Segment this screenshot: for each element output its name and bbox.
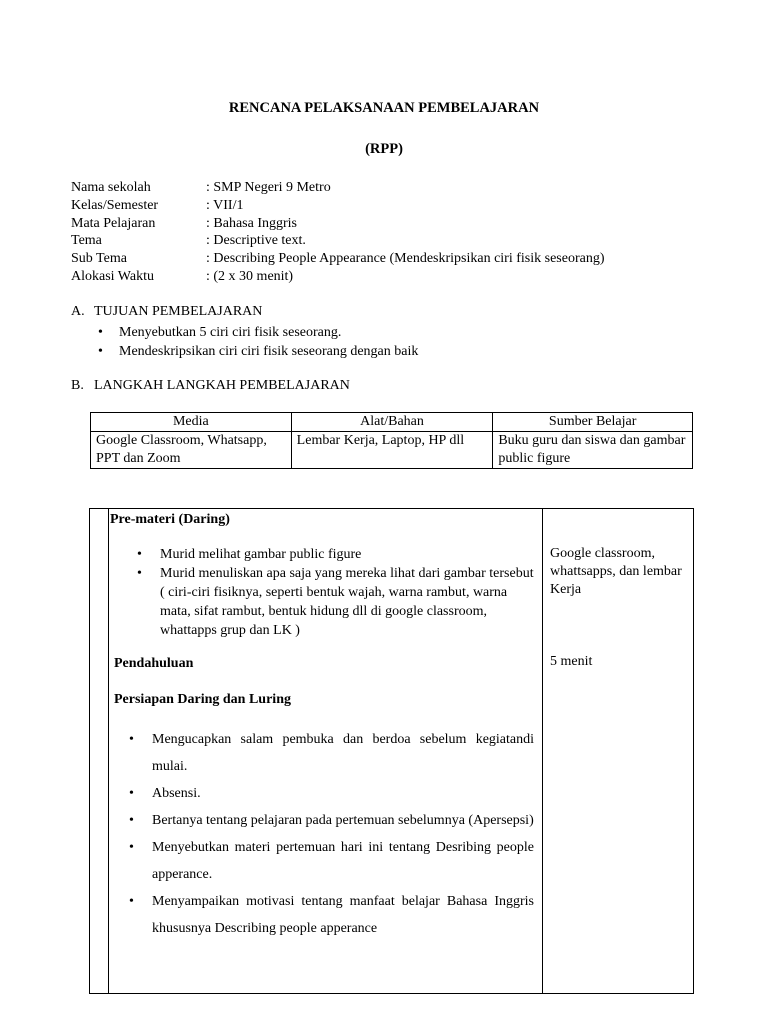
list-item: • Mendeskripsikan ciri ciri fisik seseorang dengan baik (96, 342, 418, 362)
info-label: Sub Tema (71, 251, 127, 267)
list-item: • Murid melihat gambar public figure (110, 545, 540, 564)
table-cell: Lembar Kerja, Laptop, HP dll (291, 432, 493, 469)
info-row (71, 232, 605, 250)
info-value: : SMP Negeri 9 Metro (206, 180, 331, 195)
pendahuluan-heading: Pendahuluan (114, 656, 194, 671)
list-item: • Absensi. (114, 780, 534, 807)
info-label: Tema (71, 233, 102, 249)
opening-steps-list (114, 726, 534, 942)
info-row (71, 179, 605, 197)
section-langkah (71, 377, 350, 395)
list-item: • Menyebutkan materi pertemuan hari ini tentang Desribing people apperance. (114, 834, 534, 888)
info-label: Kelas/Semester (71, 197, 159, 213)
info-row (71, 250, 605, 268)
column-header: Media (91, 413, 292, 432)
table-cell: Buku guru dan siswa dan gambar public figure (493, 432, 693, 469)
pre-materi-heading: Pre-materi (Daring) (110, 512, 230, 527)
pre-materi-resources: Google classroom, whattsapps, dan lembar Kerja (550, 546, 682, 597)
info-value: : Descriptive text. (206, 233, 306, 249)
pre-materi-list (110, 545, 540, 640)
activity-table (89, 508, 694, 994)
info-label: Alokasi Waktu (71, 268, 154, 284)
section-title: LANGKAH LANGKAH PEMBELAJARAN (94, 378, 350, 393)
objective-list (96, 323, 418, 362)
info-row (71, 215, 605, 233)
list-item: • Menyebutkan 5 ciri ciri fisik seseorang. (96, 323, 418, 343)
table-divider (542, 509, 543, 993)
section-heading (71, 377, 350, 395)
table-divider (108, 509, 109, 993)
pendahuluan-time: 5 menit (550, 654, 593, 669)
table-row (91, 432, 693, 469)
document-title: RENCANA PELAKSANAAN PEMBELAJARAN (228, 100, 540, 116)
column-header: Sumber Belajar (493, 413, 693, 432)
info-label: Mata Pelajaran (71, 215, 156, 231)
section-letter: B. (71, 378, 84, 393)
persiapan-heading: Persiapan Daring dan Luring (114, 692, 291, 707)
column-header: Alat/Bahan (291, 413, 493, 432)
media-table (90, 412, 693, 469)
list-item: • Mengucapkan salam pembuka dan berdoa sebelum kegiatandi mulai. (114, 726, 534, 780)
info-value: : Bahasa Inggris (206, 215, 297, 231)
section-heading (71, 303, 418, 321)
list-item: • Menyampaikan motivasi tentang manfaat belajar Bahasa Inggris khususnya Describing people apperance (114, 888, 534, 942)
info-label: Nama sekolah (71, 180, 151, 195)
section-title: TUJUAN PEMBELAJARAN (94, 304, 263, 319)
list-item: • Murid menuliskan apa saja yang mereka lihat dari gambar tersebut ( ciri-ciri fisiknya, seperti bentuk wajah, warna rambut, warna mata, sifat rambut, bentuk hidung dll di google classroom, whattapps grup dan LK ) (110, 564, 540, 640)
table-header-row (91, 413, 693, 432)
section-letter: A. (71, 304, 85, 319)
info-value: : VII/1 (206, 197, 244, 213)
list-item: • Bertanya tentang pelajaran pada pertemuan sebelumnya (Apersepsi) (114, 807, 534, 834)
section-tujuan (71, 303, 418, 362)
info-value: : Describing People Appearance (Mendeskripsikan ciri fisik seseorang) (206, 251, 605, 267)
document-subtitle: (RPP) (365, 141, 403, 157)
table-cell: Google Classroom, Whatsapp, PPT dan Zoom (91, 432, 292, 469)
info-row (71, 268, 605, 286)
school-info (71, 179, 605, 286)
info-row (71, 197, 605, 215)
info-value: : (2 x 30 menit) (206, 268, 294, 284)
